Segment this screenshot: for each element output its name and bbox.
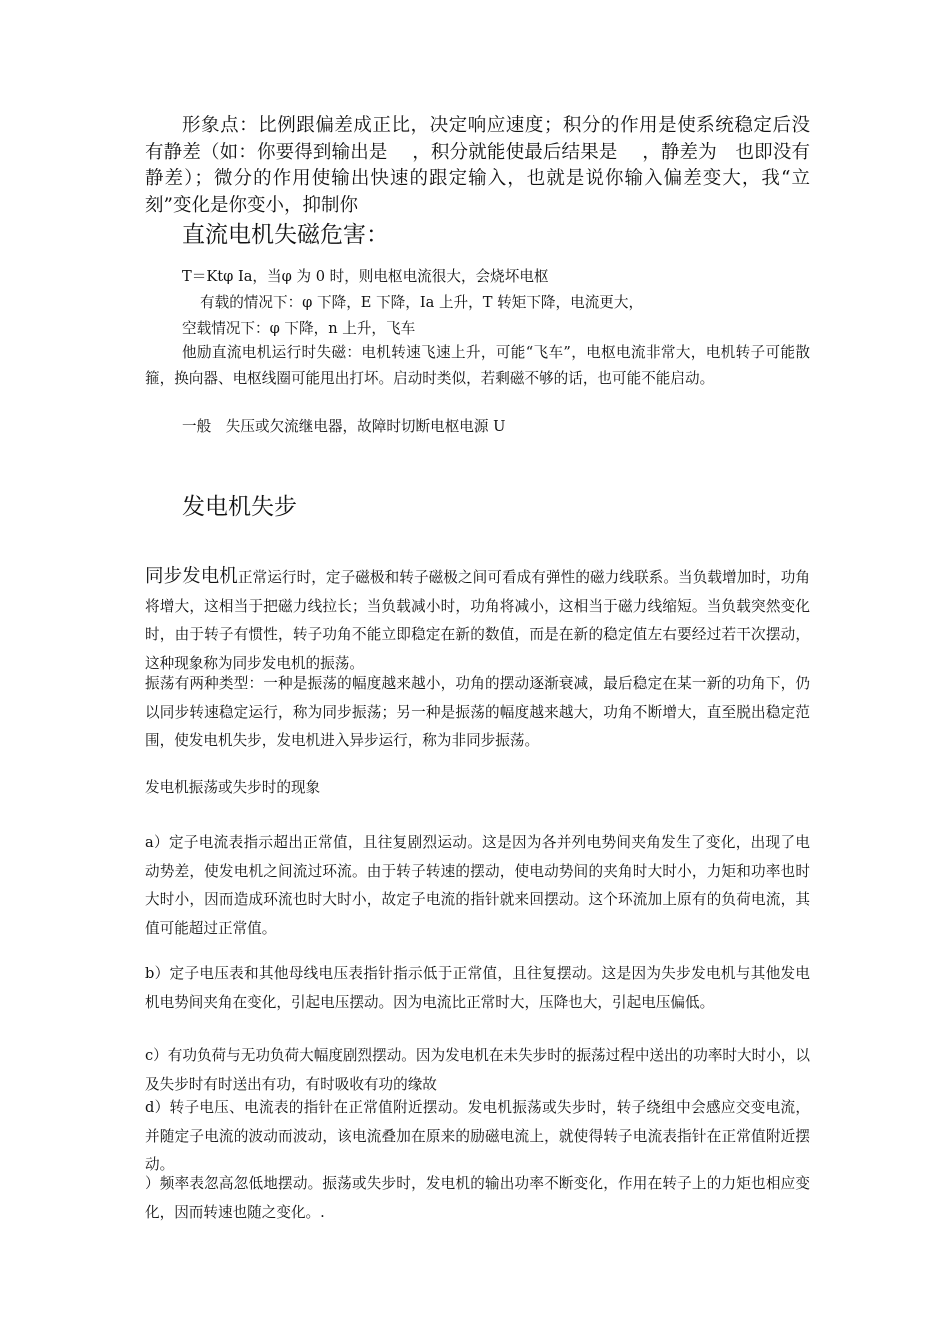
sync-generator-text: 正常运行时，定子磁极和转子磁极之间可看成有弹性的磁力线联系。当负载增加时，功角将增大，这相当于把磁力线拉长；当负载减小时，功角将减小，这相当于磁力线缩短。当负载突然变化时，由于转子有惯性，转子功角不能立即稳定在新的数值，而是在新的稳定值左右要经过若干次摆动，这种现象称为同步发电机的振荡。 xyxy=(145,569,810,673)
item-a: a）定子电流表指示超出正常值，且往复剧烈运动。这是因为各并列电势间夹角发生了变化，出现了电动势差，使发电机之间流过环流。由于转子转速的摆动，使电动势间的夹角时大时小，力矩和功率也时大时小，因而造成环流也时大时小，故定子电流的指针就来回摆动。这个环流加上原有的负荷电流，其值可能超过正常值。 xyxy=(145,834,810,938)
item-d: d）转子电压、电流表的指针在正常值附近摆动。发电机振荡或失步时，转子绕组中会感应交变电流，并随定子电流的波动而波动，该电流叠加在原来的励磁电流上，就使得转子电流表指针在正常值附近摆动。 xyxy=(145,1099,810,1174)
item-c: c）有功负荷与无功负荷大幅度剧烈摆动。因为发电机在未失步时的振荡过程中送出的功率时大时小，以及失步时有时送出有功，有时吸收有功的缘故 xyxy=(145,1047,810,1093)
phenomena-subheading: 发电机振荡或失步时的现象 xyxy=(145,779,321,796)
loaded-condition: 有载的情况下：φ 下降，E 下降，Ia 上升，T 转矩下降，电流更大， xyxy=(200,294,644,311)
oscillation-types-paragraph: 振荡有两种类型：一种是振荡的幅度越来越小，功角的摆动逐渐衰减，最后稳定在某一新的功角下，仍以同步转速稳定运行，称为同步振荡；另一种是振荡的幅度越来越大，功角不断增大，直至脱出稳定范围，使发电机失步，发电机进入异步运行，称为非同步振荡。 xyxy=(145,675,810,750)
unloaded-condition: 空载情况下：φ 下降，n 上升，飞车 xyxy=(182,320,416,337)
sync-generator-paragraph xyxy=(145,563,810,679)
item-b: b）定子电压表和其他母线电压表指针指示低于正常值，且往复摆动。这是因为失步发电机与其他发电机电势间夹角在变化，引起电压摆动。因为电流比正常时大，压降也大，引起电压偏低。 xyxy=(145,965,810,1011)
separately-excited-paragraph: 他励直流电机运行时失磁：电机转速飞速上升，可能“飞车”，电枢电流非常大，电机转子可能散箍，换向器、电枢线圈可能甩出打坏。启动时类似，若剩磁不够的话，也可能不能启动。 xyxy=(145,344,810,387)
general-protection: 一般 失压或欠流继电器，故障时切断电枢电源 U xyxy=(182,418,506,435)
section2-title: 发电机失步 xyxy=(182,494,297,520)
formula-line: T＝Ktφ Ia，当φ 为 0 时，则电枢电流很大，会烧坏电枢 xyxy=(182,268,549,285)
section1-title: 直流电机失磁危害： xyxy=(182,222,389,248)
item-e: ）频率表忽高忽低地摆动。振荡或失步时，发电机的输出功率不断变化，作用在转子上的力矩也相应变化，因而转速也随之变化。. xyxy=(145,1175,810,1221)
intro-paragraph: 形象点：比例跟偏差成正比，决定响应速度；积分的作用是使系统稳定后没有静差（如：你要得到输出是 ，积分就能使最后结果是 ，静差为 也即没有静差）；微分的作用使输出快速的跟定输入，也就是说你输入偏差变大，我“立刻”变化是你变小，抑制你 xyxy=(145,115,810,216)
sync-generator-lead: 同步发电机 xyxy=(145,566,238,587)
